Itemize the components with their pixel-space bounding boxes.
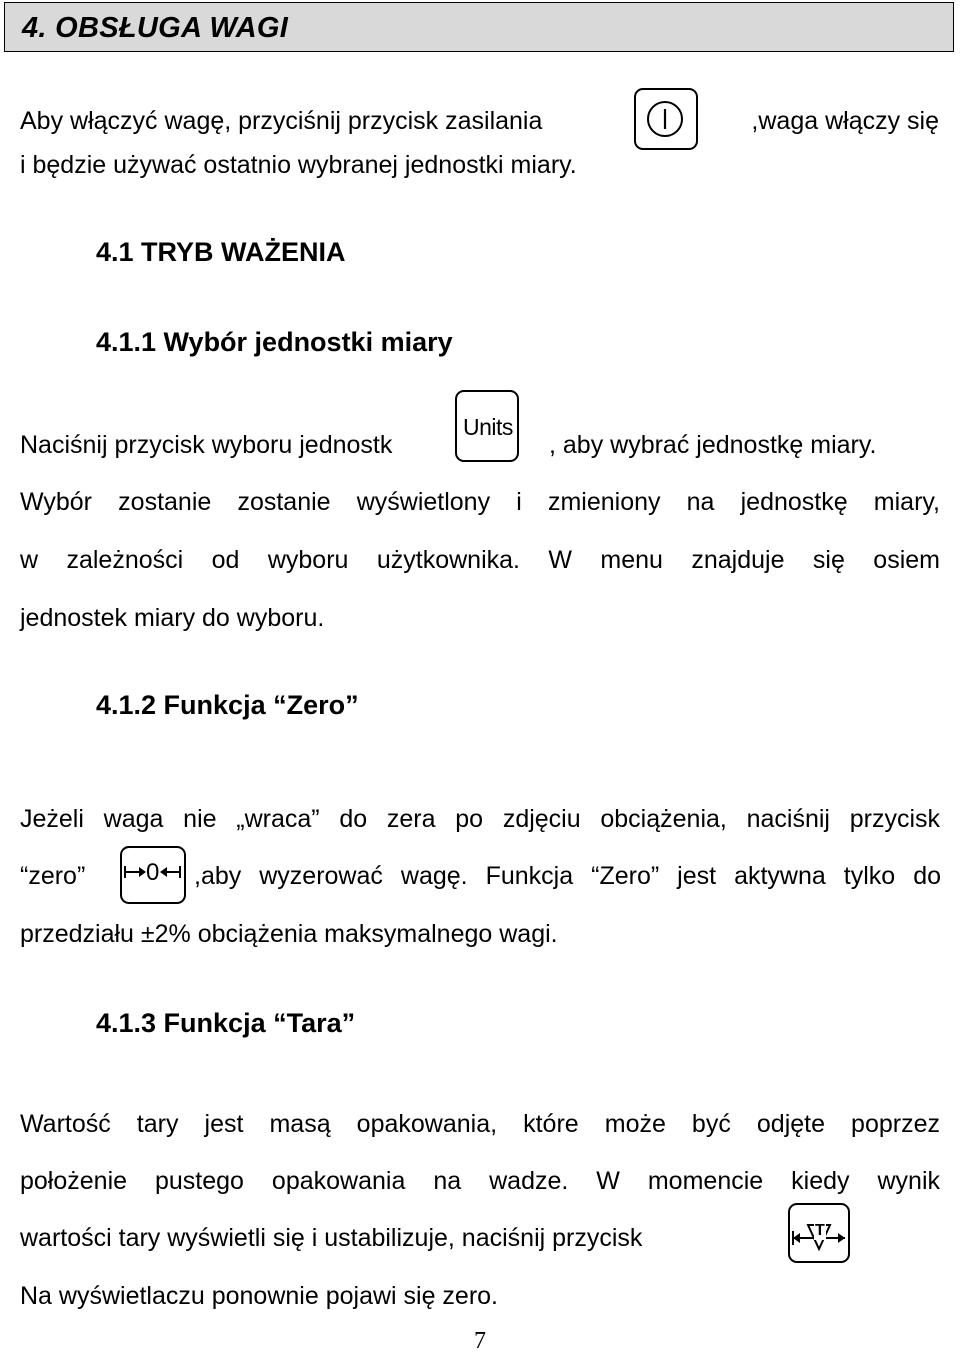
tare-key <box>788 1203 850 1263</box>
section-4-1-heading: 4.1 TRYB WAŻENIA <box>96 237 346 267</box>
tare-line-3: wartości tary wyświetli się i ustabilizuje, naciśnij przycisk <box>20 1224 643 1252</box>
units-line-4: jednostek miary do wyboru. <box>20 604 325 632</box>
units-key-label: Units <box>463 414 513 440</box>
section-4-1-2-heading: 4.1.2 Funkcja “Zero” <box>96 690 359 720</box>
zero-line-2-right: ,aby wyzerować wagę. Funkcja “Zero” jest aktywna tylko do <box>194 862 941 890</box>
zero-key <box>120 846 186 904</box>
section-4-1-1-heading: 4.1.1 Wybór jednostki miary <box>96 327 453 357</box>
tare-line-4: Na wyświetlaczu ponownie pojawi się zero. <box>20 1282 499 1310</box>
units-line-2: Wybór zostanie zostanie wyświetlony i zmieniony na jednostkę miary, <box>20 488 940 516</box>
units-line-3: w zależności od wyboru użytkownika. W menu znajduje się osiem <box>20 546 940 574</box>
page-number: 7 <box>474 1328 486 1354</box>
zero-line-3: przedziału ±2% obciążenia maksymalnego wagi. <box>20 920 558 948</box>
page-title: 4. OBSŁUGA WAGI <box>22 12 289 44</box>
intro-line-1-right: ,waga włączy się <box>751 107 939 135</box>
tare-key-label: T <box>815 1222 825 1239</box>
tare-line-2: położenie pustego opakowania na wadze. W momencie kiedy wynik <box>20 1167 940 1195</box>
power-icon <box>636 90 696 148</box>
section-header <box>4 2 954 52</box>
units-key <box>455 390 519 462</box>
tare-line-1: Wartość tary jest masą opakowania, które może być odjęte poprzez <box>20 1110 940 1138</box>
units-line-1-right: , aby wybrać jednostkę miary. <box>549 431 877 459</box>
units-line-1-left: Naciśnij przycisk wyboru jednostk <box>20 431 393 459</box>
zero-line-1: Jeżeli waga nie „wraca” do zera po zdjęciu obciążenia, naciśnij przycisk <box>20 805 940 833</box>
intro-line-2: i będzie używać ostatnio wybranej jednostki miary. <box>20 151 577 179</box>
zero-key-label: 0 <box>146 859 160 886</box>
intro-line-1-left: Aby włączyć wagę, przyciśnij przycisk zasilania <box>20 107 543 135</box>
section-4-1-3-heading: 4.1.3 Funkcja “Tara” <box>96 1008 356 1038</box>
power-key <box>634 88 698 150</box>
zero-line-2-left: “zero” <box>20 862 86 890</box>
